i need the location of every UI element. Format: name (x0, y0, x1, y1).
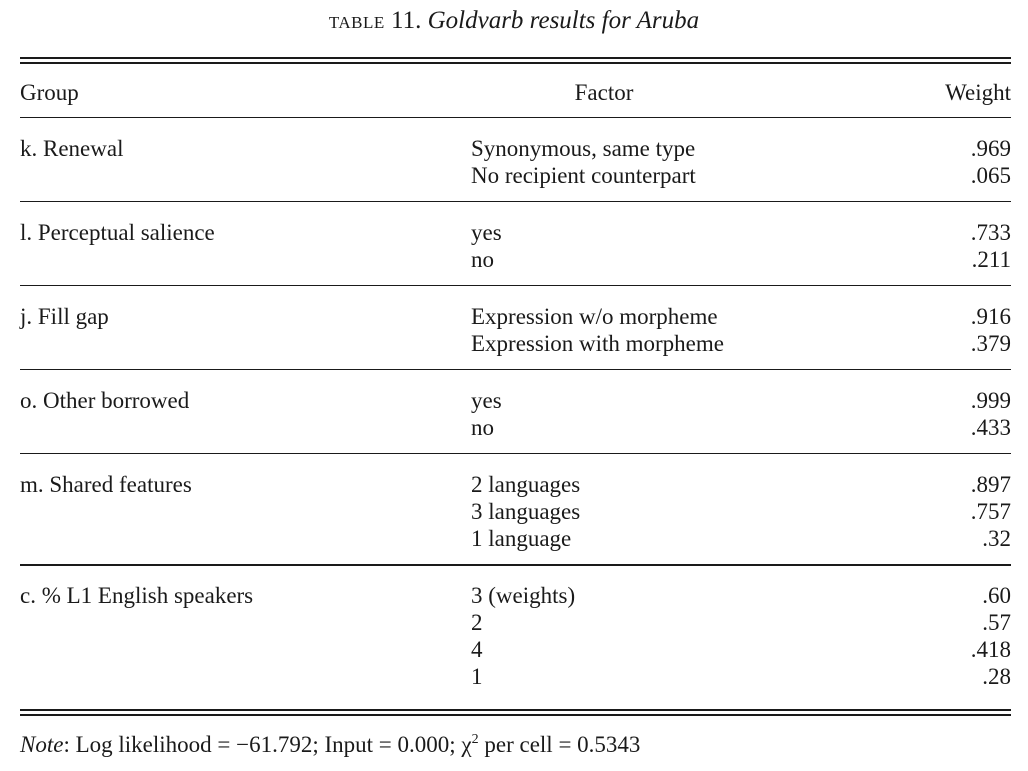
row-weights (971, 219, 1011, 273)
row-factors (471, 135, 696, 189)
row-group-label: m. Shared features (20, 472, 192, 497)
weight-value: .065 (970, 163, 1011, 188)
weight-value: .433 (970, 415, 1011, 440)
factor-item: 4 (471, 637, 483, 662)
row-divider (20, 201, 1011, 202)
weight-value: .999 (970, 388, 1011, 413)
factor-item: yes (471, 388, 502, 413)
row-divider (20, 369, 1011, 370)
weight-value: .28 (982, 664, 1011, 689)
factor-item: Synonymous, same type (471, 136, 696, 161)
row-group-label: c. % L1 English speakers (20, 583, 254, 608)
row-group-label: o. Other borrowed (20, 388, 190, 413)
weight-value: .418 (970, 637, 1011, 662)
factor-item: yes (471, 220, 502, 245)
column-header-group: Group (20, 80, 79, 105)
note-text: : Log likelihood = −61.792; Input = 0.000; χ (63, 732, 472, 757)
top-rule-inner (20, 62, 1011, 64)
bottom-rule-inner (20, 714, 1011, 716)
note-superscript: 2 (471, 732, 479, 747)
factor-item: 2 languages (471, 472, 581, 497)
weight-value: .211 (971, 247, 1011, 272)
caption-label: TABLE (328, 13, 385, 32)
row-factors (471, 219, 502, 273)
column-header-weight: Weight (945, 80, 1011, 105)
row-factors (471, 303, 724, 357)
column-header-factor: Factor (574, 80, 634, 105)
factor-item: 2 (471, 610, 483, 635)
factor-item: no (471, 415, 494, 440)
row-group-label: k. Renewal (20, 136, 124, 161)
weight-value: .897 (970, 472, 1011, 497)
row-weights (971, 303, 1011, 357)
bottom-rule-outer (20, 709, 1011, 711)
row-factors (471, 582, 575, 690)
factor-item: no (471, 247, 494, 272)
factor-item: 3 languages (471, 499, 581, 524)
note-label: Note (20, 732, 64, 757)
weight-value: .60 (982, 583, 1011, 608)
weight-value: .733 (970, 220, 1011, 245)
weight-value: .32 (982, 526, 1011, 551)
row-factors (471, 471, 580, 552)
header-rule (20, 117, 1011, 118)
weight-value: .969 (970, 136, 1011, 161)
row-factors (471, 387, 502, 441)
table-caption (0, 6, 1028, 38)
row-divider (20, 564, 1011, 566)
row-weights (971, 387, 1011, 441)
caption-number: 11. (391, 7, 422, 34)
table-note (20, 731, 640, 758)
row-group-label: j. Fill gap (20, 304, 109, 329)
caption-title: Goldvarb results for Aruba (427, 7, 700, 34)
factor-item: Expression w/o morpheme (471, 304, 718, 329)
factor-item: 1 (471, 664, 483, 689)
row-group-label: l. Perceptual salience (20, 220, 215, 245)
weight-value: .379 (970, 331, 1011, 356)
top-rule-outer (20, 57, 1011, 59)
weight-value: .57 (982, 610, 1011, 635)
factor-item: 1 language (471, 526, 572, 551)
row-weights (971, 471, 1011, 552)
note-text-end: per cell = 0.5343 (478, 732, 641, 757)
factor-item: 3 (weights) (471, 583, 576, 608)
row-weights (971, 135, 1011, 189)
factor-item: Expression with morpheme (471, 331, 724, 356)
row-weights (971, 582, 1011, 690)
row-divider (20, 285, 1011, 286)
weight-value: .757 (970, 499, 1011, 524)
factor-item: No recipient counterpart (471, 163, 696, 188)
weight-value: .916 (970, 304, 1011, 329)
row-divider (20, 453, 1011, 454)
